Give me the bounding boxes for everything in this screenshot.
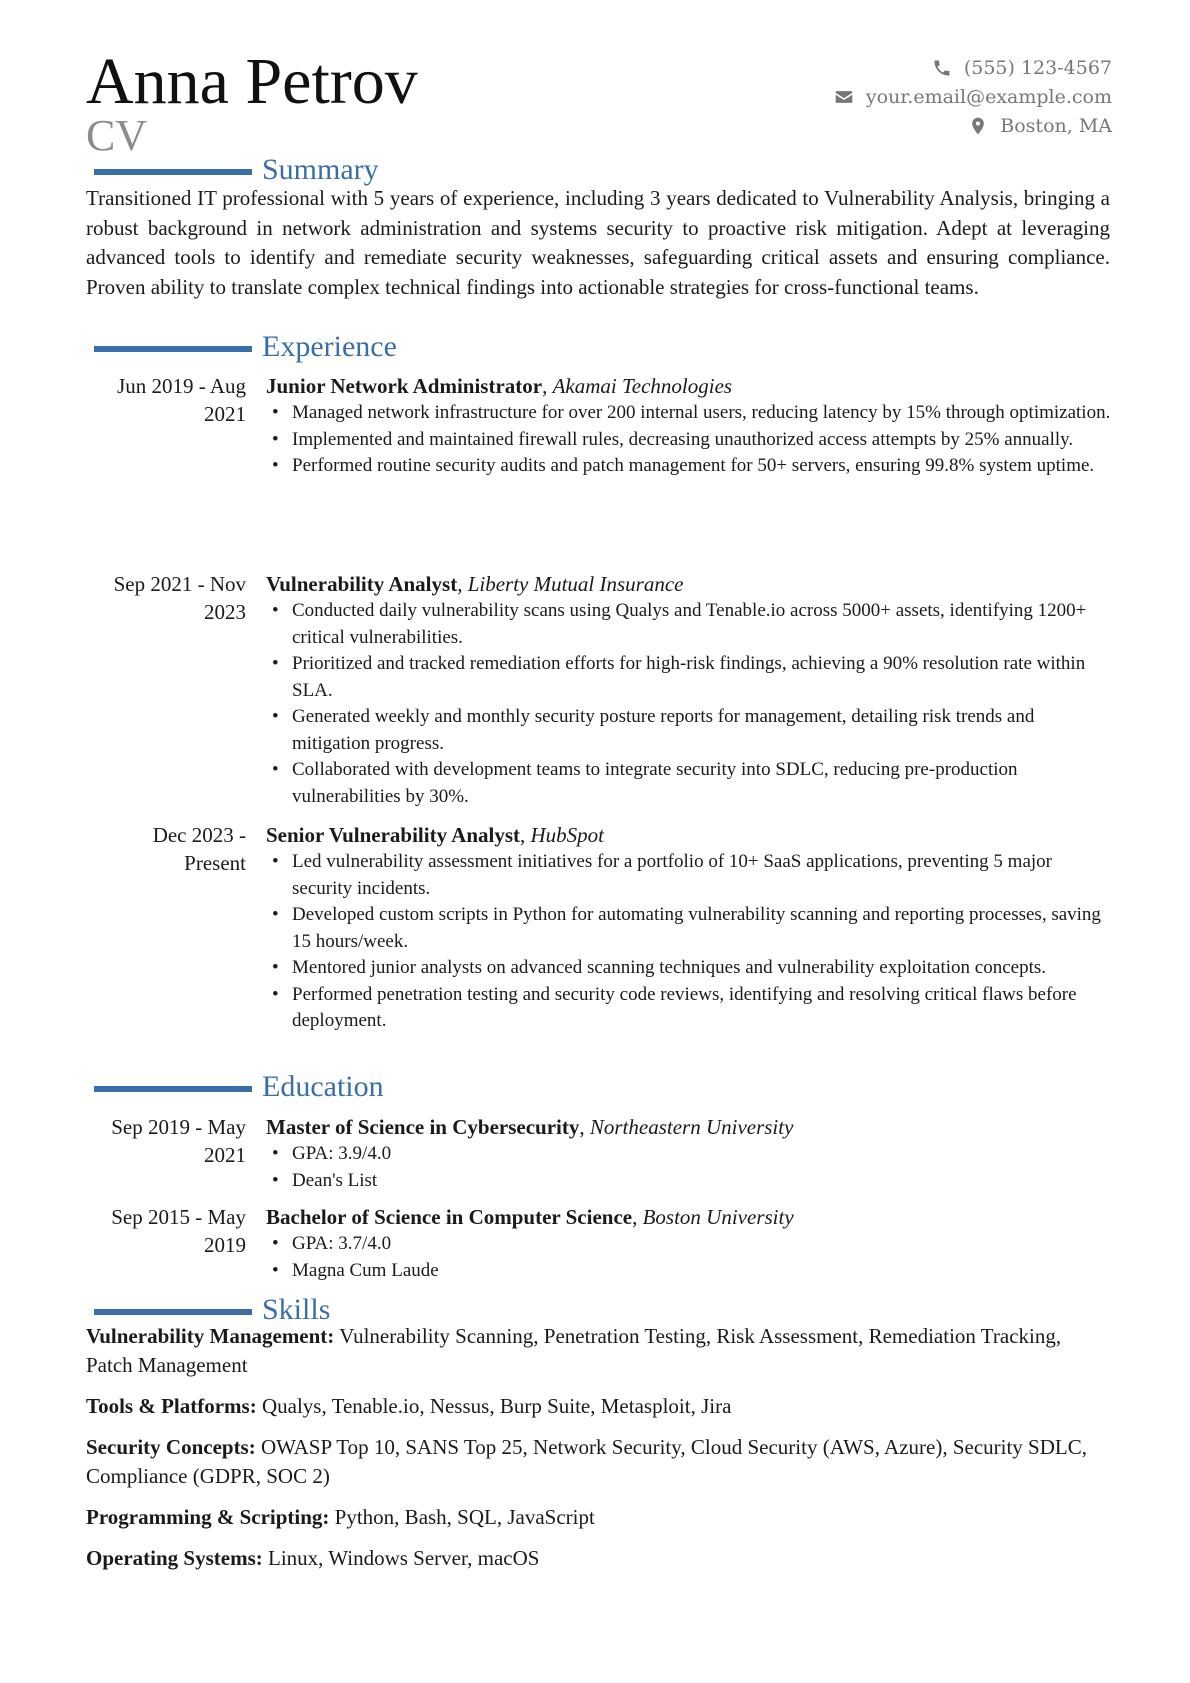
section-title: Experience — [262, 330, 397, 363]
contact-location — [834, 111, 1112, 140]
list-item: • Dean's List — [266, 1168, 1112, 1195]
skills-list — [86, 1322, 1112, 1585]
contact-email[interactable] — [834, 82, 1112, 111]
list-item: • Led vulnerability assessment initiatives for a portfolio of 10+ SaaS applications, preventing 5 major security incidents. — [266, 849, 1112, 902]
job-title: Junior Network Administrator — [266, 374, 543, 398]
skill-row — [86, 1433, 1112, 1491]
section-education-heading — [94, 1067, 384, 1107]
entry-date: Sep 2019 - May 2021 — [111, 1115, 246, 1167]
entry-date: Jun 2019 - Aug 2021 — [117, 374, 246, 426]
job-title: Vulnerability Analyst — [266, 572, 458, 596]
skill-values: Linux, Windows Server, macOS — [268, 1546, 540, 1570]
entry-header: Senior Vulnerability Analyst, HubSpot — [266, 823, 605, 847]
list-item: • Performed penetration testing and security code reviews, identifying and resolving critical flaws before deployment. — [266, 982, 1112, 1035]
section-title: Education — [262, 1070, 384, 1103]
list-item: • GPA: 3.7/4.0 — [266, 1231, 1112, 1258]
skill-values: Vulnerability Scanning, Penetration Testing, Risk Assessment, Remediation Tracking, Patch Management — [86, 1324, 1062, 1377]
bullet-list — [266, 849, 1112, 1035]
employer: Liberty Mutual Insurance — [467, 572, 684, 596]
entry-body — [266, 1113, 1112, 1194]
job-title: Senior Vulnerability Analyst — [266, 823, 521, 847]
entry-date: Sep 2015 - May 2019 — [111, 1205, 246, 1257]
entry-body — [266, 821, 1112, 1035]
list-item: • GPA: 3.9/4.0 — [266, 1141, 1112, 1168]
list-item: • Managed network infrastructure for over 200 internal users, reducing latency by 15% through optimization. — [266, 400, 1112, 427]
section-accent-bar — [94, 346, 252, 352]
employer: HubSpot — [530, 823, 605, 847]
skill-category: Tools & Platforms: — [86, 1394, 257, 1418]
skill-row — [86, 1392, 1112, 1421]
entry-header: Master of Science in Cybersecurity, Northeastern University — [266, 1115, 794, 1139]
section-title: Skills — [262, 1293, 331, 1326]
person-name: Anna Petrov — [86, 45, 418, 118]
skill-category: Operating Systems: — [86, 1546, 263, 1570]
degree-title: Bachelor of Science in Computer Science — [266, 1205, 633, 1229]
entry-body — [266, 570, 1112, 810]
list-item: • Collaborated with development teams to integrate security into SDLC, reducing pre-production vulnerabilities by 30%. — [266, 757, 1112, 810]
bullet-list — [266, 400, 1112, 480]
envelope-icon — [834, 87, 854, 107]
contact-info — [834, 53, 1112, 140]
location-text: Boston, MA — [1000, 114, 1112, 137]
skill-values: Qualys, Tenable.io, Nessus, Burp Suite, Metasploit, Jira — [261, 1394, 732, 1418]
list-item: • Conducted daily vulnerability scans using Qualys and Tenable.io across 5000+ assets, identifying 1200+ critical vulnerabilities. — [266, 598, 1112, 651]
bullet-list — [266, 598, 1112, 810]
entry-date: Sep 2021 - Nov 2023 — [113, 572, 246, 624]
institution: Boston University — [642, 1205, 794, 1229]
entry-header: Bachelor of Science in Computer Science, Boston University — [266, 1205, 794, 1229]
section-accent-bar — [94, 1086, 252, 1092]
institution: Northeastern University — [589, 1115, 794, 1139]
section-accent-bar — [94, 1309, 252, 1315]
contact-phone — [834, 53, 1112, 82]
skill-row — [86, 1503, 1112, 1532]
degree-title: Master of Science in Cybersecurity — [266, 1115, 580, 1139]
skill-row — [86, 1322, 1112, 1380]
section-title: Summary — [262, 153, 379, 186]
skill-category: Security Concepts: — [86, 1435, 256, 1459]
bullet-list — [266, 1141, 1112, 1194]
phone-icon — [932, 58, 952, 78]
skill-row — [86, 1544, 1112, 1573]
section-accent-bar — [94, 169, 252, 175]
phone-text: (555) 123-4567 — [963, 56, 1112, 79]
list-item: • Prioritized and tracked remediation efforts for high-risk findings, achieving a 90% resolution rate within SLA. — [266, 651, 1112, 704]
entry-header: Junior Network Administrator, Akamai Technologies — [266, 374, 733, 398]
skill-values: OWASP Top 10, SANS Top 25, Network Security, Cloud Security (AWS, Azure), Security SDLC, Compliance (GDPR, SOC 2) — [86, 1435, 1087, 1488]
entry-header: Vulnerability Analyst, Liberty Mutual Insurance — [266, 572, 684, 596]
list-item: • Generated weekly and monthly security posture reports for management, detailing risk trends and mitigation progress. — [266, 704, 1112, 757]
entry-body — [266, 372, 1112, 480]
section-experience-heading — [94, 327, 397, 367]
list-item: • Developed custom scripts in Python for automating vulnerability scanning and reporting processes, saving 15 hours/week. — [266, 902, 1112, 955]
entry-body — [266, 1203, 1112, 1284]
list-item: • Magna Cum Laude — [266, 1258, 1112, 1285]
entry-date: Dec 2023 - Present — [152, 823, 246, 875]
list-item: • Mentored junior analysts on advanced scanning techniques and vulnerability exploitation concepts. — [266, 955, 1112, 982]
skill-category: Vulnerability Management: — [86, 1324, 335, 1348]
skill-category: Programming & Scripting: — [86, 1505, 330, 1529]
email-text[interactable]: your.email@example.com — [865, 85, 1112, 108]
skill-values: Python, Bash, SQL, JavaScript — [334, 1505, 595, 1529]
map-marker-icon — [968, 116, 988, 136]
document-subtitle: CV — [86, 111, 148, 160]
bullet-list — [266, 1231, 1112, 1284]
list-item: • Performed routine security audits and patch management for 50+ servers, ensuring 99.8% system uptime. — [266, 453, 1112, 480]
employer: Akamai Technologies — [552, 374, 733, 398]
list-item: • Implemented and maintained firewall rules, decreasing unauthorized access attempts by 25% annually. — [266, 427, 1112, 454]
summary-paragraph: Transitioned IT professional with 5 years of experience, including 3 years dedicated to Vulnerability Analysis, bringing a robust background in network administration and systems security to proactive risk mitigation. Adept at leveraging advanced tools to identify and remediate security weaknesses, safeguarding critical assets and ensuring compliance. Proven ability to translate complex technical findings into actionable strategies for cross-functional teams. — [86, 186, 1110, 299]
